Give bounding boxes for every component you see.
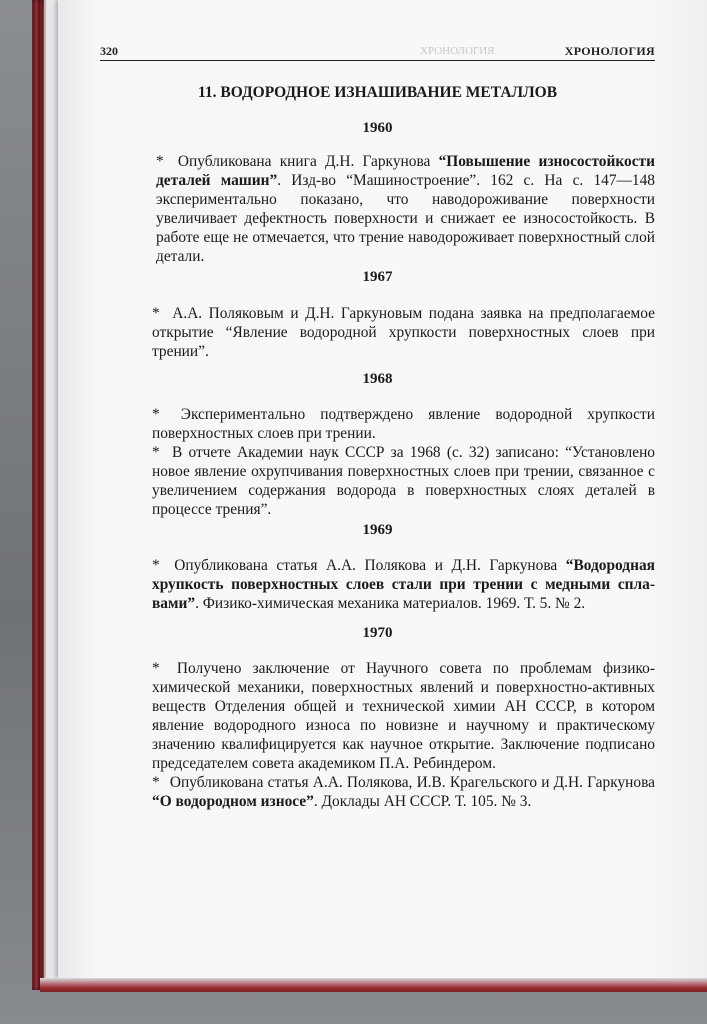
bullet-marker: * (152, 406, 160, 423)
bullet-marker: * (152, 557, 160, 574)
entry-1968-b (152, 443, 655, 519)
chapter-title: 11. ВОДОРОДНОЕ ИЗНАШИВАНИЕ МЕТАЛЛОВ (197, 84, 558, 101)
book-title: “Повышение износостойкости деталей машин” (156, 153, 655, 189)
article-title: “Водородная хрупкость поверхностных слоев стали при трении с медными сплавами” (152, 557, 655, 612)
bullet-marker: * (152, 444, 160, 461)
year-heading-1967: 1967 (362, 269, 393, 285)
year-heading-1968: 1968 (362, 371, 393, 387)
entry-body-text: Получено заключение от Научного совета по проблемам физико-химической механики, поверхностных явлений и поверхностно-активных веществ Отделения общей и технической химии АН СССР, в котором явление водородного износа по новизне и научному и практическому значению квалифицируется как научное открытие. Заключение подписано председателем совета академиком П.А. Ребиндером. (152, 660, 655, 772)
page-header (100, 44, 655, 61)
entry-body-text: А.А. Поляковым и Д.Н. Гаркуновым подана заявка на предполагаемое открытие “Явление водородной хрупкости поверхностных слоев при трении”. (152, 305, 655, 360)
year-heading-1969: 1969 (362, 522, 393, 538)
entry-lead-text: Опубликована книга Д.Н. Гаркунова (177, 153, 439, 170)
year-heading-1960: 1960 (362, 120, 393, 136)
entry-1960 (156, 152, 655, 266)
bullet-marker: * (152, 305, 160, 322)
bullet-marker: * (152, 774, 160, 791)
running-head: ХРОНОЛОГИЯ (564, 44, 655, 58)
show-through-running-head: ХРОНОЛОГИЯ (420, 45, 495, 57)
entry-body-text: Экспериментально подтверждено явление водородной хрупкости поверхностных слоев при трении. (152, 406, 655, 442)
entry-body-text: . Доклады АН СССР. Т. 105. № 3. (313, 793, 532, 810)
page-number: 320 (100, 44, 118, 58)
article-title: “О водородном износе” (152, 793, 314, 810)
entry-1970-b (152, 773, 655, 811)
entry-body-text: . Изд-во “Машиностроение”. 162 с. На с. 147—148 экспериментально показано, что наводороживание поверхности увеличивает дефектность поверхности и снижает ее износостойкость. В работе еще не отмечается, что трение наводороживает поверхностный слой детали. (156, 172, 656, 265)
entry-body-text: . Физико-химическая механика материалов. 1969. Т. 5. № 2. (195, 595, 586, 612)
bullet-marker: * (156, 153, 164, 170)
year-heading-1970: 1970 (362, 625, 393, 641)
entry-body-text: В отчете Академии наук СССР за 1968 (с. 32) записано: “Установлено новое явление охрупчивания поверхностных слоев при трении, связанное с увеличением содержания водорода в поверхностных слоях деталей в процессе трения”. (152, 444, 655, 518)
entry-1968-a (152, 405, 655, 443)
book-bottom-edge (40, 978, 707, 992)
entry-1970-a (152, 659, 655, 773)
entry-1969 (152, 556, 655, 613)
entry-lead-text: Опубликована статья А.А. Полякова и Д.Н. Гаркунова (174, 557, 566, 574)
entry-lead-text: Опубликована статья А.А. Полякова, И.В. Крагельского и Д.Н. Гаркунова (169, 774, 655, 791)
bullet-marker: * (152, 660, 160, 677)
entry-1967 (152, 304, 655, 361)
